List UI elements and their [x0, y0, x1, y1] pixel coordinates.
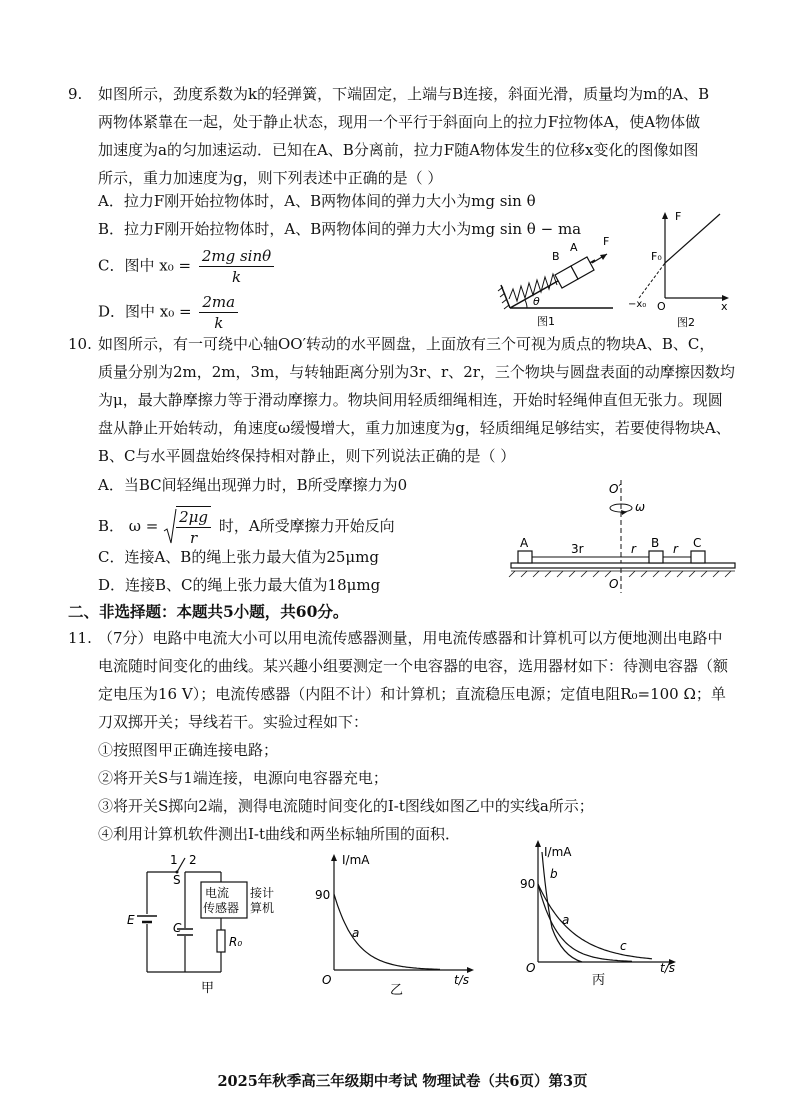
step-4: ④利用计算机软件测出I-t曲线和两坐标轴所围的面积． — [98, 825, 461, 843]
option-b: B．拉力F刚开始拉物体时，A、B两物体间的弹力大小为mg sin θ − ma — [98, 220, 582, 238]
figure-incline — [495, 225, 620, 330]
computer-label: 算机 — [250, 901, 275, 915]
option-a: A．当BC间轻绳出现弹力时，B所受摩擦力为0 — [98, 476, 408, 494]
square-root — [163, 506, 214, 548]
question-text-line: （7分）电路中电流大小可以用电流传感器测量，用电流传感器和计算机可以方便地测出电路中 — [98, 629, 723, 647]
figure-caption: 图2 — [677, 316, 695, 329]
section-heading: 二、非选择题：本题共5小题，共60分。 — [68, 602, 349, 621]
distance-label-3r: 3r — [571, 542, 584, 556]
option-b-text: 时，A所受摩擦力开始反向 — [218, 517, 395, 535]
distance-label-r: r — [673, 542, 678, 556]
omega-label: ω — [635, 500, 646, 514]
curve-label-a: a — [562, 913, 570, 927]
numerator: 2mg sinθ — [199, 246, 274, 267]
y-axis-label: I/mA — [342, 853, 370, 867]
question-text-line: 盘从静止开始转动，角速度ω缓慢增大，重力加速度为g，轻质细绳足够结实，若要使得物块A、 — [98, 419, 731, 437]
question-number: 10. — [68, 335, 92, 353]
option-a: A．拉力F刚开始拉物体时，A、B两物体间的弹力大小为mg sin θ — [98, 192, 536, 210]
option-d: D．连接B、C的绳上张力最大值为18μmg — [98, 576, 381, 594]
option-c-label: C．图中 x₀ = — [98, 256, 192, 275]
question-number: 11. — [68, 629, 92, 647]
label-B: B — [552, 250, 560, 263]
block-label-A: A — [520, 536, 529, 550]
option-d — [98, 292, 241, 333]
denominator: k — [214, 314, 224, 332]
x-axis-label: t/s — [660, 961, 675, 975]
numerator: 2ma — [199, 292, 238, 313]
capacitor-label: C — [173, 921, 182, 935]
figure-circuit — [125, 852, 295, 997]
question-text-line: 两物体紧靠在一起，处于静止状态，现用一个平行于斜面向上的拉力F拉物体A，使A物体做 — [98, 113, 701, 131]
origin-label: O — [322, 973, 332, 987]
question-9 — [68, 80, 738, 192]
figure-rotating-disk — [505, 475, 745, 595]
resistor-label: R₀ — [229, 935, 243, 949]
numerator: 2μg — [176, 507, 211, 528]
question-text-line: 所示，重力加速度为g，则下列表述中正确的是（ ） — [98, 169, 443, 187]
question-text-line: 加速度为a的匀加速运动．已知在A、B分离前，拉力F随A物体发生的位移x变化的图像如图 — [98, 141, 699, 159]
figure-caption: 丙 — [592, 973, 606, 988]
block-label-B: B — [651, 536, 660, 550]
axis-label-x: x — [721, 300, 728, 313]
option-d-label: D．图中 x₀ = — [98, 302, 192, 321]
switch-label: S — [173, 873, 181, 887]
origin-label: O — [526, 961, 536, 975]
emf-label: E — [127, 913, 135, 927]
label-F0: F₀ — [651, 250, 662, 263]
axis-label-top: O′ — [609, 482, 622, 496]
page-footer: 2025年秋季高三年级期中考试 物理试卷（共6页）第3页 — [217, 1073, 588, 1090]
fraction — [199, 246, 274, 287]
curve-label-c: c — [620, 939, 627, 953]
sensor-label: 电流 — [205, 886, 230, 900]
terminal-2: 2 — [189, 853, 197, 867]
distance-label-r: r — [631, 542, 636, 556]
figure-graph-bing — [512, 838, 687, 988]
figure-caption: 乙 — [390, 983, 404, 997]
figure-caption: 图1 — [537, 315, 555, 328]
sensor-label: 传感器 — [203, 901, 240, 915]
figure-fx-graph — [625, 208, 735, 330]
question-text-line: 质量分别为2m，2m，3m，与转轴距离分别为3r、r、2r，三个物块与圆盘表面的动摩擦因数均 — [98, 363, 735, 381]
question-text-line: 为μ，最大静摩擦力等于滑动摩擦力。物块间用轻质细绳相连，开始时轻绳伸直但无张力。现圆 — [98, 391, 723, 409]
origin-label: O — [657, 300, 666, 313]
question-11 — [68, 624, 738, 848]
figure-caption: 甲 — [201, 981, 215, 996]
curve-label-b: b — [550, 867, 558, 881]
label-F: F — [603, 235, 610, 248]
fraction — [176, 506, 211, 548]
denominator: r — [190, 529, 198, 547]
step-2: ②将开关S与1端连接，电源向电容器充电； — [98, 769, 388, 787]
fraction — [199, 292, 238, 333]
question-text-line: B、C与水平圆盘始终保持相对静止，则下列说法正确的是（ ） — [98, 447, 516, 465]
option-b — [98, 506, 395, 548]
x-axis-label: t/s — [454, 973, 469, 987]
label-theta: θ — [533, 295, 540, 308]
question-text-line: 如图所示，劲度系数为k的轻弹簧，下端固定，上端与B连接，斜面光滑，质量均为m的A、B — [98, 85, 710, 103]
question-10 — [68, 330, 738, 470]
question-text-line: 定电压为16 V）；电流传感器（内阻不计）和计算机；直流稳压电源；定值电阻R₀=100 Ω；单 — [98, 685, 726, 703]
question-text-line: 刀双掷开关；导线若干。实验过程如下： — [98, 713, 369, 731]
axis-label-F: F — [675, 210, 682, 223]
step-1: ①按照图甲正确连接电路； — [98, 741, 279, 759]
figure-graph-yi — [310, 852, 480, 997]
question-text-line: 电流随时间变化的曲线。某兴趣小组要测定一个电容器的电容，选用器材如下：待测电容器（额 — [98, 657, 729, 675]
option-c: C．连接A、B的绳上张力最大值为25μmg — [98, 548, 379, 566]
y-axis-label: I/mA — [544, 845, 572, 859]
y-tick-90: 90 — [315, 888, 331, 902]
computer-label: 接计 — [250, 886, 275, 900]
terminal-1: 1 — [170, 853, 178, 867]
question-number: 9. — [68, 85, 83, 103]
denominator: k — [231, 268, 242, 286]
y-tick-90: 90 — [520, 877, 536, 891]
axis-label-bottom: O — [609, 577, 619, 591]
curve-label-a: a — [352, 926, 360, 940]
block-label-C: C — [693, 536, 702, 550]
option-c — [98, 246, 277, 287]
option-b-label: B． ω = — [98, 517, 159, 535]
step-3: ③将开关S掷向2端，测得电流随时间变化的I-t图线如图乙中的实线a所示； — [98, 797, 594, 815]
label-x0: −x₀ — [628, 299, 647, 310]
question-text-line: 如图所示，有一可绕中心轴OO′转动的水平圆盘，上面放有三个可视为质点的物块A、B、C， — [98, 335, 715, 353]
label-A: A — [570, 241, 578, 254]
